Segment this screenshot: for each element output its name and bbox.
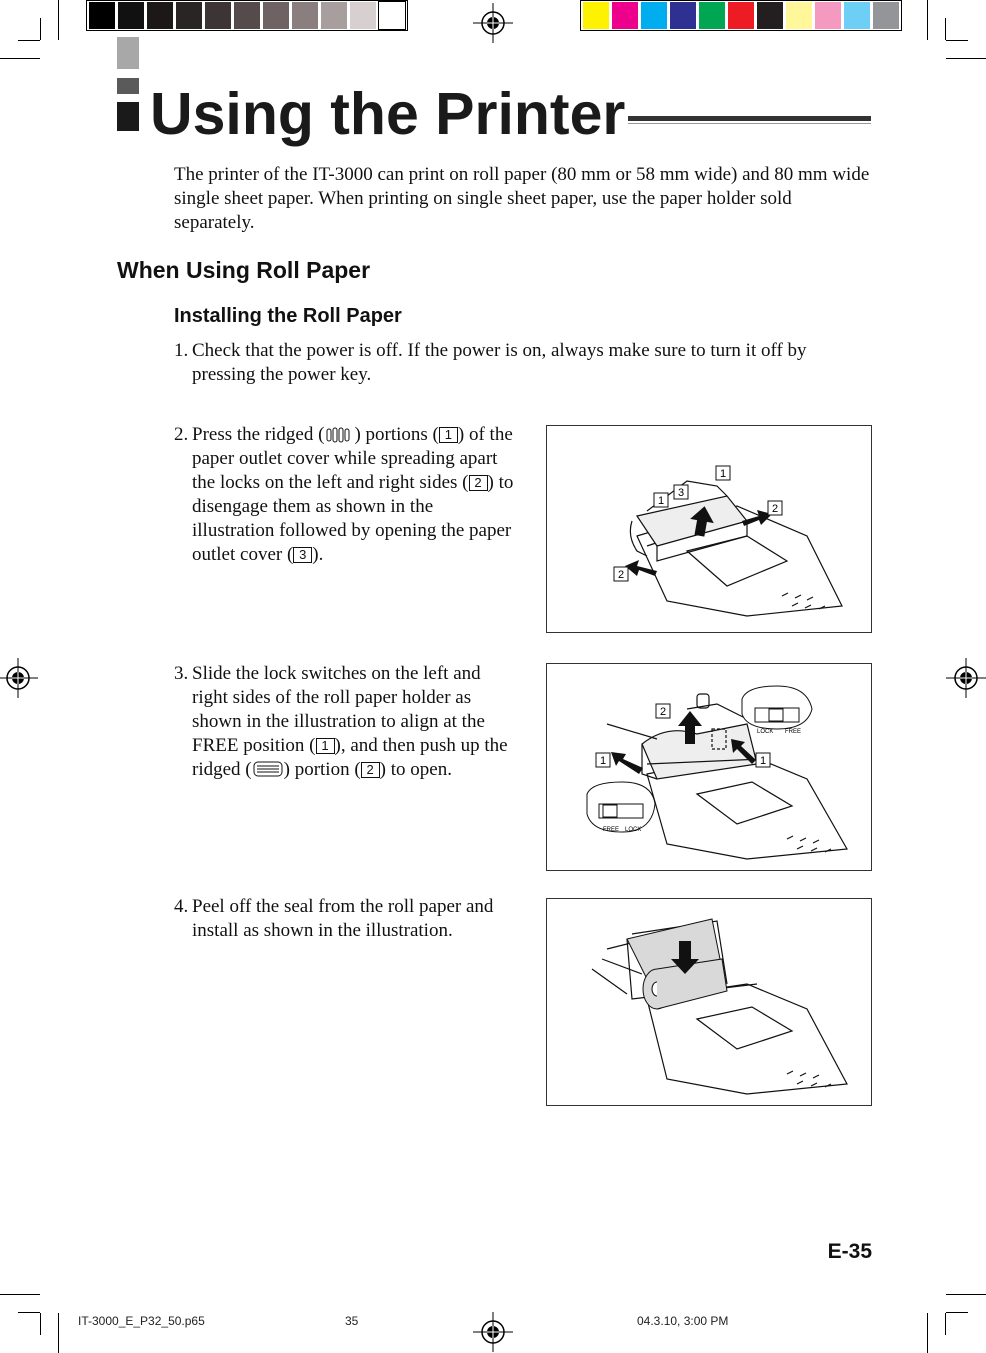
callout-2-right: 2 [771, 503, 779, 515]
gray-swatch [176, 2, 202, 29]
step-1-number: 1. [174, 340, 189, 361]
callout-1-top: 1 [719, 468, 727, 480]
ridged-grip-icon [324, 427, 354, 443]
step-2-text: Press the ridged ( ) portions ( 1 ) of the paper outlet cover while spreading apart the locks on the left and right sides ( 2 ) to disengage them as shown in the illustration followed by opening the paper outlet cover ( 3 ). [192, 424, 514, 565]
registration-mark-bottom [473, 1312, 513, 1352]
process-color-swatch [728, 2, 754, 29]
process-color-swatch [699, 2, 725, 29]
footer-page: 35 [345, 1314, 359, 1328]
callout-box-1: 1 [439, 427, 458, 443]
step-3-number: 3. [174, 663, 189, 684]
lock-label-left: LOCK [625, 827, 642, 833]
gray-swatch [205, 2, 231, 29]
device-drawing-3 [547, 899, 871, 1105]
device-drawing-1 [547, 426, 871, 632]
gray-color-bar [86, 0, 408, 31]
callout-box-2: 2 [361, 762, 380, 778]
process-color-bar [580, 0, 902, 31]
callout-2-left: 2 [617, 569, 625, 581]
process-color-swatch [670, 2, 696, 29]
page-title: Using the Printer [150, 81, 626, 147]
page-number: E-35 [827, 1240, 872, 1263]
device-drawing-2 [547, 664, 871, 870]
step-3-text: Slide the lock switches on the left and right sides of the roll paper holder as shown in the illustration to align at the FREE position ( 1 ), and then push up the ridged ( ) portion ( 2 ) to open. [192, 663, 508, 780]
gray-swatch [89, 2, 115, 29]
callout-box-2: 2 [469, 475, 488, 491]
step-1-text: Check that the power is off. If the power is on, always make sure to turn it off by pressing the power key. [192, 340, 807, 385]
gray-swatch [234, 2, 260, 29]
process-color-swatch [641, 2, 667, 29]
lock-switch-detail-right [742, 686, 812, 735]
step-4-text: Peel off the seal from the roll paper and install as shown in the illustration. [192, 896, 494, 941]
process-color-swatch [757, 2, 783, 29]
free-label-right: FREE [785, 729, 802, 735]
lock-switch-detail-left [587, 782, 655, 833]
ridged-bar-icon [252, 760, 284, 778]
step-3 [174, 662, 519, 782]
process-color-swatch [583, 2, 609, 29]
registration-mark-left [0, 658, 38, 698]
step-2-number: 2. [174, 424, 189, 445]
process-color-swatch [815, 2, 841, 29]
title-decor-block-light [117, 37, 139, 69]
step-4-number: 4. [174, 896, 189, 917]
arrow-left-switch [611, 752, 643, 774]
callout-1-left: 1 [599, 755, 607, 767]
step-1 [174, 339, 854, 387]
illustration-unlock-roll-holder [546, 663, 872, 871]
title-rule-shadow [628, 123, 871, 124]
registration-mark-right [946, 658, 986, 698]
lock-label-right: LOCK [757, 729, 774, 735]
callout-2: 2 [659, 706, 667, 718]
process-color-swatch [844, 2, 870, 29]
callout-1-left: 1 [657, 495, 665, 507]
gray-swatch [263, 2, 289, 29]
title-rule [628, 116, 871, 121]
callout-1-right: 1 [759, 755, 767, 767]
free-label-left: FREE [603, 827, 620, 833]
gray-swatch [147, 2, 173, 29]
gray-swatch [292, 2, 318, 29]
intro-paragraph: The printer of the IT-3000 can print on roll paper (80 mm or 58 mm wide) and 80 mm wide single sheet paper. When printing on single sheet paper, use the paper holder sold separately. [174, 164, 870, 233]
footer-datetime: 04.3.10, 3:00 PM [637, 1314, 729, 1328]
process-color-swatch [873, 2, 899, 29]
callout-box-1: 1 [316, 738, 335, 754]
gray-swatch [118, 2, 144, 29]
process-color-swatch [786, 2, 812, 29]
footer-filename: IT-3000_E_P32_50.p65 [78, 1314, 205, 1328]
callout-box-3: 3 [293, 547, 312, 563]
registration-mark-top [473, 3, 513, 43]
gray-swatch [379, 2, 405, 29]
illustration-open-outlet-cover [546, 425, 872, 633]
process-color-swatch [612, 2, 638, 29]
title-decor-block-dark [117, 102, 139, 131]
section-heading: When Using Roll Paper [117, 257, 371, 283]
gray-swatch [321, 2, 347, 29]
illustration-install-roll-paper [546, 898, 872, 1106]
gray-swatch [350, 2, 376, 29]
step-4 [174, 895, 519, 943]
title-decor-block-mid [117, 78, 139, 94]
callout-3: 3 [677, 487, 685, 499]
step-2 [174, 423, 519, 567]
subsection-heading: Installing the Roll Paper [174, 305, 402, 327]
